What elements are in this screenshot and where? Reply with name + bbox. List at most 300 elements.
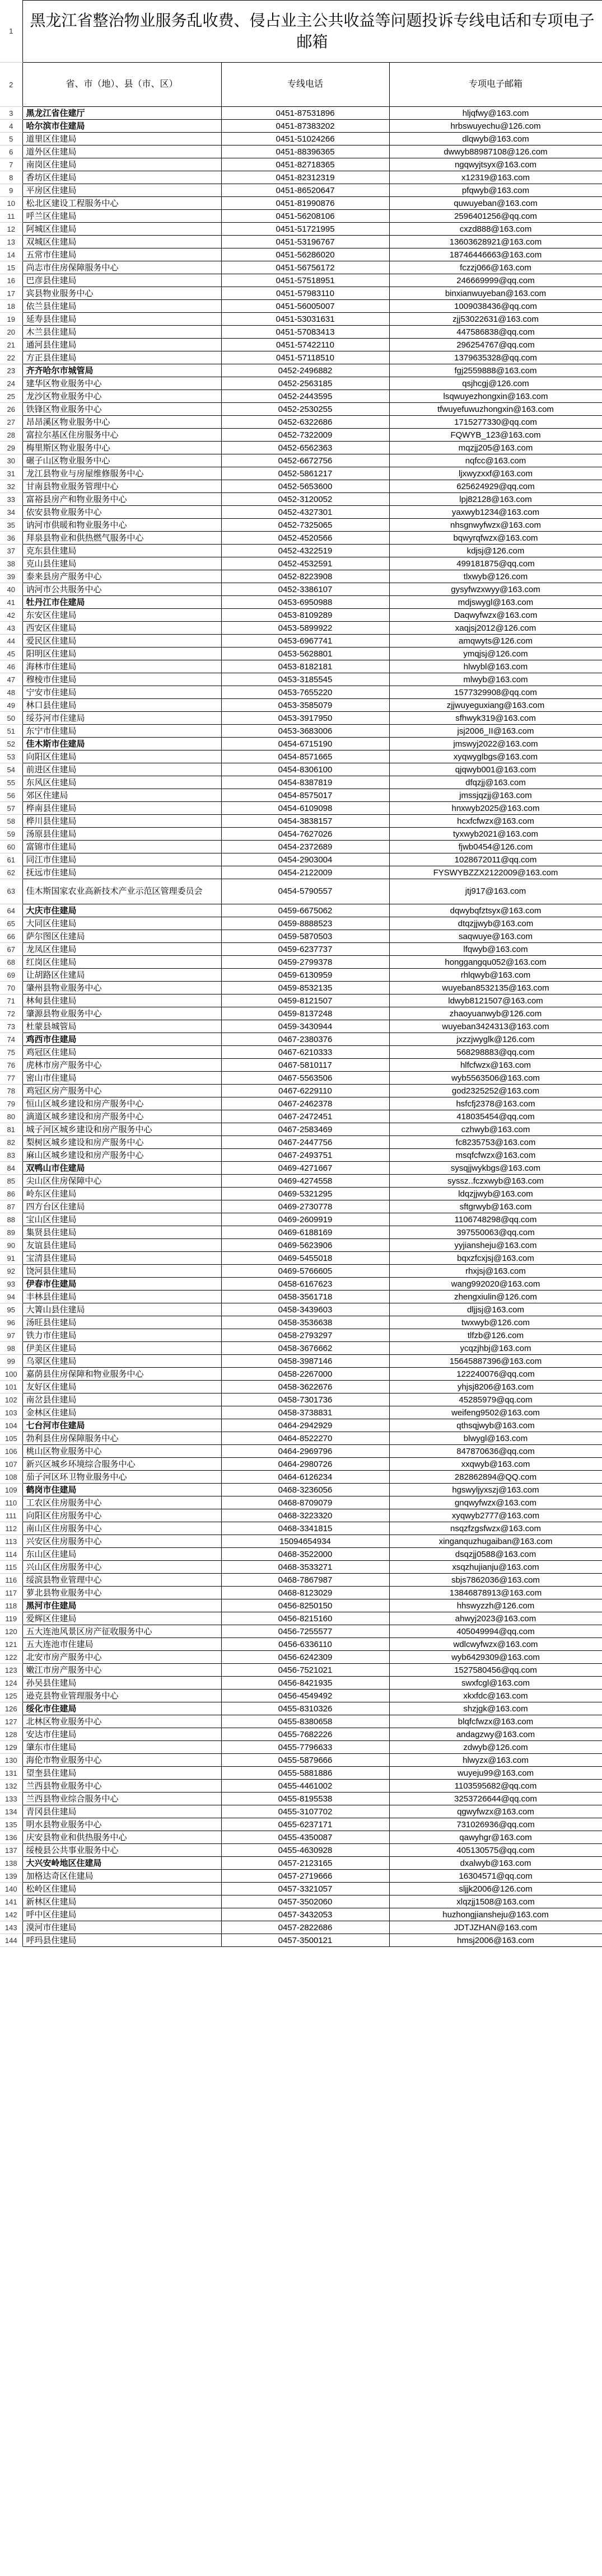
row-number: 89 [0, 1226, 22, 1239]
phone-cell: 0451-88396365 [221, 146, 389, 158]
phone-cell: 0468-8709079 [221, 1496, 389, 1509]
email-cell: JDTJZHAN@163.com [389, 1921, 602, 1934]
region-cell: 勃利县住房保障服务中心 [22, 1432, 221, 1445]
email-cell: 3253726644@qq.com [389, 1793, 602, 1805]
phone-cell: 0455-3107702 [221, 1805, 389, 1818]
table-row [0, 1213, 602, 1226]
table-row [0, 725, 602, 738]
table-row [0, 686, 602, 699]
email-cell: hljqfwy@163.com [389, 107, 602, 120]
table-row [0, 1728, 602, 1741]
phone-cell: 0452-4520566 [221, 532, 389, 545]
row-number: 131 [0, 1767, 22, 1780]
email-cell: ngqwyjtsyx@163.com [389, 158, 602, 171]
row-number: 82 [0, 1136, 22, 1149]
phone-cell: 0455-4630928 [221, 1844, 389, 1857]
region-cell: 密山市住建局 [22, 1072, 221, 1085]
row-number: 119 [0, 1612, 22, 1625]
email-cell: mlwyb@163.com [389, 673, 602, 686]
email-cell: dsqzjj0588@163.com [389, 1548, 602, 1561]
phone-cell: 0455-7796633 [221, 1741, 389, 1754]
region-cell: 绥棱县公共事业服务中心 [22, 1844, 221, 1857]
row-number: 37 [0, 545, 22, 557]
row-number: 114 [0, 1548, 22, 1561]
phone-cell: 0469-5455018 [221, 1252, 389, 1265]
row-number: 132 [0, 1780, 22, 1793]
row-number: 53 [0, 750, 22, 763]
table-row [0, 313, 602, 326]
region-cell: 讷河市供暖和物业服务中心 [22, 519, 221, 532]
email-cell: 1379635328@qq.com [389, 351, 602, 364]
row-number: 116 [0, 1574, 22, 1587]
email-cell: 296254767@qq.com [389, 339, 602, 351]
phone-cell: 0453-5899922 [221, 622, 389, 635]
table-row [0, 1188, 602, 1200]
email-cell: sftgrwyb@163.com [389, 1200, 602, 1213]
table-row [0, 969, 602, 982]
table-row [0, 879, 602, 904]
region-cell: 泰来县房产服务中心 [22, 570, 221, 583]
table-row [0, 1406, 602, 1419]
phone-cell: 0464-2942929 [221, 1419, 389, 1432]
phone-cell: 0467-2380376 [221, 1033, 389, 1046]
table-row [0, 1368, 602, 1381]
phone-cell: 0456-6336110 [221, 1638, 389, 1651]
email-cell: hgswyljyxszj@163.com [389, 1484, 602, 1496]
phone-cell: 0452-4327301 [221, 506, 389, 519]
table-row [0, 480, 602, 493]
phone-cell: 0456-8250150 [221, 1599, 389, 1612]
table-row [0, 1226, 602, 1239]
phone-cell: 0467-2472451 [221, 1110, 389, 1123]
phone-cell: 0469-5623906 [221, 1239, 389, 1252]
row-number: 99 [0, 1355, 22, 1368]
row-number: 74 [0, 1033, 22, 1046]
region-cell: 桃山区物业服务中心 [22, 1445, 221, 1458]
table-row [0, 248, 602, 261]
table-row [0, 1007, 602, 1020]
table-row [0, 1046, 602, 1059]
email-cell: qawyhgr@163.com [389, 1831, 602, 1844]
phone-cell: 0467-2493751 [221, 1149, 389, 1162]
phone-cell: 0455-4461002 [221, 1780, 389, 1793]
phone-cell: 0452-2563185 [221, 377, 389, 390]
phone-cell: 0454-8306100 [221, 763, 389, 776]
table-row [0, 1780, 602, 1793]
table-row [0, 802, 602, 815]
table-row [0, 545, 602, 557]
email-cell: 1715277330@qq.com [389, 416, 602, 429]
email-cell: 122240076@qq.com [389, 1368, 602, 1381]
table-row [0, 1136, 602, 1149]
table-row [0, 377, 602, 390]
email-cell: weifeng9502@163.com [389, 1406, 602, 1419]
row-number: 26 [0, 403, 22, 416]
table-row [0, 866, 602, 879]
region-cell: 北安市房产服务中心 [22, 1651, 221, 1664]
document-title: 黑龙江省整治物业服务乱收费、侵占业主公共收益等问题投诉专线电话和专项电子邮箱 [22, 1, 602, 63]
region-cell: 望奎县住建局 [22, 1767, 221, 1780]
table-row [0, 519, 602, 532]
email-cell: andagzwy@163.com [389, 1728, 602, 1741]
phone-cell: 0459-5870503 [221, 930, 389, 943]
region-cell: 绥芬河市住建局 [22, 712, 221, 725]
row-number: 14 [0, 248, 22, 261]
table-row [0, 853, 602, 866]
table-row [0, 673, 602, 686]
table-row [0, 789, 602, 802]
region-cell: 兰西县物业综合服务中心 [22, 1793, 221, 1805]
table-row [0, 1471, 602, 1484]
email-cell: mqzjj205@163.com [389, 442, 602, 454]
table-row [0, 1509, 602, 1522]
phone-cell: 0459-3430944 [221, 1020, 389, 1033]
row-number: 102 [0, 1393, 22, 1406]
email-cell: wyb6429309@163.com [389, 1651, 602, 1664]
region-cell: 七台河市住建局 [22, 1419, 221, 1432]
region-cell: 呼玛县住建局 [22, 1934, 221, 1947]
phone-cell: 0451-56286020 [221, 248, 389, 261]
row-number: 10 [0, 197, 22, 210]
phone-cell: 0453-5628801 [221, 647, 389, 660]
region-cell: 平房区住建局 [22, 184, 221, 197]
phone-cell: 0468-7867987 [221, 1574, 389, 1587]
region-cell: 拜泉县物业和供热燃气服务中心 [22, 532, 221, 545]
region-cell: 茄子河区环卫物业服务中心 [22, 1471, 221, 1484]
row-number: 72 [0, 1007, 22, 1020]
row-number: 108 [0, 1471, 22, 1484]
row-number: 66 [0, 930, 22, 943]
row-number: 76 [0, 1059, 22, 1072]
email-cell: ycqzjhbj@163.com [389, 1342, 602, 1355]
region-cell: 新兴区城乡环境综合服务中心 [22, 1458, 221, 1471]
table-row [0, 146, 602, 158]
email-cell: xlqzjj1508@163.com [389, 1895, 602, 1908]
region-cell: 呼兰区住建局 [22, 210, 221, 223]
email-cell: 18746446663@163.com [389, 248, 602, 261]
row-number: 22 [0, 351, 22, 364]
row-number: 71 [0, 994, 22, 1007]
table-row [0, 1085, 602, 1097]
phone-cell: 0455-5879666 [221, 1754, 389, 1767]
phone-cell: 0451-87383202 [221, 120, 389, 133]
table-row [0, 1548, 602, 1561]
table-row [0, 1342, 602, 1355]
table-row [0, 1484, 602, 1496]
phone-cell: 0452-6322686 [221, 416, 389, 429]
email-cell: 397550063@qq.com [389, 1226, 602, 1239]
row-number: 30 [0, 454, 22, 467]
row-number: 54 [0, 763, 22, 776]
row-number: 64 [0, 904, 22, 917]
phone-cell: 0467-6210333 [221, 1046, 389, 1059]
row-number: 61 [0, 853, 22, 866]
table-row [0, 1522, 602, 1535]
region-cell: 庆安县物业和供热服务中心 [22, 1831, 221, 1844]
email-cell: zdwyb@126.com [389, 1741, 602, 1754]
email-cell: quwuyeban@163.com [389, 197, 602, 210]
email-cell: qjqwyb001@163.com [389, 763, 602, 776]
phone-cell: 0451-57983110 [221, 287, 389, 300]
region-cell: 鸡冠区房产服务中心 [22, 1085, 221, 1097]
table-row [0, 197, 602, 210]
row-number: 41 [0, 596, 22, 609]
region-cell: 通河县住建局 [22, 339, 221, 351]
table-row [0, 223, 602, 236]
table-row [0, 1355, 602, 1368]
table-row [0, 609, 602, 622]
table-row [0, 429, 602, 442]
region-cell: 昂昂溪区物业服务中心 [22, 416, 221, 429]
email-cell: dlqwyb@163.com [389, 133, 602, 146]
email-cell: yyjiansheju@163.com [389, 1239, 602, 1252]
table-row [0, 1303, 602, 1316]
table-row [0, 930, 602, 943]
region-cell: 桦南县住建局 [22, 802, 221, 815]
email-cell: 13603628921@163.com [389, 236, 602, 248]
row-number: 20 [0, 326, 22, 339]
region-cell: 鸡冠区住建局 [22, 1046, 221, 1059]
email-cell: yaxwyb1234@163.com [389, 506, 602, 519]
row-number: 3 [0, 107, 22, 120]
email-cell: x12319@163.com [389, 171, 602, 184]
table-row [0, 1793, 602, 1805]
phone-cell: 0469-4271667 [221, 1162, 389, 1175]
phone-cell: 0457-3432053 [221, 1908, 389, 1921]
phone-cell: 0451-56005007 [221, 300, 389, 313]
phone-cell: 0453-6967741 [221, 635, 389, 647]
table-row [0, 1393, 602, 1406]
row-number: 45 [0, 647, 22, 660]
email-cell: fgj2559888@163.com [389, 364, 602, 377]
phone-cell: 0459-6675062 [221, 904, 389, 917]
region-cell: 大兴安岭地区住建局 [22, 1857, 221, 1870]
phone-cell: 0469-5766605 [221, 1265, 389, 1278]
email-cell: 2596401256@qq.com [389, 210, 602, 223]
email-cell: qgwyfwzx@163.com [389, 1805, 602, 1818]
email-cell: dljjsj@163.com [389, 1303, 602, 1316]
email-cell: xkxfdc@163.com [389, 1690, 602, 1702]
table-row [0, 364, 602, 377]
email-cell: syssz..fczxwyb@163.com [389, 1175, 602, 1188]
phone-cell: 0457-3502060 [221, 1895, 389, 1908]
phone-cell: 0464-6126234 [221, 1471, 389, 1484]
region-cell: 杜蒙县城管局 [22, 1020, 221, 1033]
email-cell: 418035454@qq.com [389, 1110, 602, 1123]
region-cell: 克山县住建局 [22, 557, 221, 570]
phone-cell: 0456-7255577 [221, 1625, 389, 1638]
table-row [0, 776, 602, 789]
region-cell: 金林区住建局 [22, 1406, 221, 1419]
table-row [0, 815, 602, 828]
row-number: 139 [0, 1870, 22, 1883]
email-cell: qthsqjwyb@163.com [389, 1419, 602, 1432]
phone-cell: 0452-3120052 [221, 493, 389, 506]
email-cell: kdjsj@126.com [389, 545, 602, 557]
email-cell: hlfcfwzx@163.com [389, 1059, 602, 1072]
region-cell: 郊区住建局 [22, 789, 221, 802]
phone-cell: 0455-5881886 [221, 1767, 389, 1780]
table-row [0, 120, 602, 133]
region-cell: 阿城区住建局 [22, 223, 221, 236]
phone-cell: 0467-5810117 [221, 1059, 389, 1072]
region-cell: 延寿县住建局 [22, 313, 221, 326]
email-cell: fc8235753@163.com [389, 1136, 602, 1149]
email-cell: ldwyb8121507@163.com [389, 994, 602, 1007]
phone-cell: 0458-3439603 [221, 1303, 389, 1316]
table-row [0, 1754, 602, 1767]
region-cell: 依兰县住建局 [22, 300, 221, 313]
row-number: 120 [0, 1625, 22, 1638]
table-row [0, 1110, 602, 1123]
region-cell: 富拉尔基区住房服务中心 [22, 429, 221, 442]
region-cell: 碾子山区物业服务中心 [22, 454, 221, 467]
email-cell: jxzzjwyglk@126.com [389, 1033, 602, 1046]
row-number: 5 [0, 133, 22, 146]
email-cell: tyxwyb2021@163.com [389, 828, 602, 841]
table-row [0, 326, 602, 339]
region-cell: 宝清县住建局 [22, 1252, 221, 1265]
email-cell: dtqzjjwyb@163.com [389, 917, 602, 930]
table-row [0, 1432, 602, 1445]
row-number: 91 [0, 1252, 22, 1265]
region-cell: 尚志市住房保障服务中心 [22, 261, 221, 274]
region-cell: 抚远市住建局 [22, 866, 221, 879]
phone-cell: 0467-5563506 [221, 1072, 389, 1085]
region-cell: 红岗区住建局 [22, 956, 221, 969]
table-row [0, 416, 602, 429]
phone-cell: 0458-3622676 [221, 1381, 389, 1393]
phone-cell: 0451-57422110 [221, 339, 389, 351]
row-number: 63 [0, 879, 22, 904]
row-number: 135 [0, 1818, 22, 1831]
email-cell: 1527580456@qq.com [389, 1664, 602, 1677]
table-row [0, 133, 602, 146]
email-cell: amqwyts@126.com [389, 635, 602, 647]
phone-cell: 0454-5790557 [221, 879, 389, 904]
phone-cell: 0454-8387819 [221, 776, 389, 789]
region-cell: 肇源县物业服务中心 [22, 1007, 221, 1020]
region-cell: 五大连池风景区房产征收服务中心 [22, 1625, 221, 1638]
region-cell: 梅里斯区物业服务中心 [22, 442, 221, 454]
region-cell: 新林区住建局 [22, 1895, 221, 1908]
row-number: 83 [0, 1149, 22, 1162]
row-number: 52 [0, 738, 22, 750]
region-cell: 富裕县房产和物业服务中心 [22, 493, 221, 506]
email-cell: 282862894@QQ.com [389, 1471, 602, 1484]
row-number: 4 [0, 120, 22, 133]
phone-cell: 0452-6562363 [221, 442, 389, 454]
region-cell: 北林区物业服务中心 [22, 1715, 221, 1728]
table-row [0, 1574, 602, 1587]
email-cell: bqwyrqfwzx@163.com [389, 532, 602, 545]
row-number: 113 [0, 1535, 22, 1548]
row-number: 43 [0, 622, 22, 635]
table-row [0, 1677, 602, 1690]
row-number: 60 [0, 841, 22, 853]
phone-cell: 0456-8215160 [221, 1612, 389, 1625]
row-number: 138 [0, 1857, 22, 1870]
region-cell: 铁锋区物业服务中心 [22, 403, 221, 416]
region-cell: 恒山区城乡建设和房产服务中心 [22, 1097, 221, 1110]
email-cell: saqwuye@163.com [389, 930, 602, 943]
table-row [0, 1020, 602, 1033]
region-cell: 海林市住建局 [22, 660, 221, 673]
phone-cell: 0455-8380658 [221, 1715, 389, 1728]
email-cell: nsqzfzgsfwzx@163.com [389, 1522, 602, 1535]
email-cell: dwwyb88987108@126.com [389, 146, 602, 158]
table-row [0, 107, 602, 120]
table-row [0, 1033, 602, 1046]
region-cell: 松岭区住建局 [22, 1883, 221, 1895]
table-row [0, 1162, 602, 1175]
table-row [0, 300, 602, 313]
email-cell: lsqwuyezhongxin@163.com [389, 390, 602, 403]
phone-cell: 0458-2267000 [221, 1368, 389, 1381]
email-cell: rhlqwyb@163.com [389, 969, 602, 982]
email-cell: gnqwyfwzx@163.com [389, 1496, 602, 1509]
region-cell: 大箐山县住建局 [22, 1303, 221, 1316]
phone-cell: 0455-8195538 [221, 1793, 389, 1805]
email-cell: hhswyzzh@126.com [389, 1599, 602, 1612]
email-cell: jmswyj2022@163.com [389, 738, 602, 750]
region-cell: 加格达奇区住建局 [22, 1870, 221, 1883]
phone-cell: 0452-2443595 [221, 390, 389, 403]
email-cell: xsqzhujianju@163.com [389, 1561, 602, 1574]
region-cell: 牡丹江市住建局 [22, 596, 221, 609]
row-number: 133 [0, 1793, 22, 1805]
region-cell: 宾县物业服务中心 [22, 287, 221, 300]
row-number: 142 [0, 1908, 22, 1921]
email-cell: wdlcwyfwzx@163.com [389, 1638, 602, 1651]
email-cell: wuyeban3424313@163.com [389, 1020, 602, 1033]
phone-cell: 0459-8137248 [221, 1007, 389, 1020]
region-cell: 南山区住房服务中心 [22, 1522, 221, 1535]
row-number: 97 [0, 1329, 22, 1342]
table-row [0, 738, 602, 750]
row-number: 69 [0, 969, 22, 982]
phone-cell: 0468-3236056 [221, 1484, 389, 1496]
table-row [0, 493, 602, 506]
email-cell: 1103595682@qq.com [389, 1780, 602, 1793]
phone-cell: 0455-8310326 [221, 1702, 389, 1715]
region-cell: 东宁市住建局 [22, 725, 221, 738]
phone-cell: 0453-6950988 [221, 596, 389, 609]
row-number: 27 [0, 416, 22, 429]
region-cell: 富锦市住建局 [22, 841, 221, 853]
region-cell: 克东县住建局 [22, 545, 221, 557]
row-number: 98 [0, 1342, 22, 1355]
region-cell: 阳明区住建局 [22, 647, 221, 660]
table-row [0, 1419, 602, 1432]
row-number: 118 [0, 1599, 22, 1612]
row-number: 55 [0, 776, 22, 789]
table-row [0, 660, 602, 673]
phone-cell: 0455-6237171 [221, 1818, 389, 1831]
region-cell: 黑河市住建局 [22, 1599, 221, 1612]
phone-cell: 0454-2122009 [221, 866, 389, 879]
region-cell: 南岔县住建局 [22, 1393, 221, 1406]
region-cell: 海伦市物业服务中心 [22, 1754, 221, 1767]
row-number: 105 [0, 1432, 22, 1445]
phone-cell: 0464-8522270 [221, 1432, 389, 1445]
phone-cell: 0458-6167623 [221, 1278, 389, 1291]
table-row [0, 635, 602, 647]
email-cell: 1028672011@qq.com [389, 853, 602, 866]
table-row [0, 1329, 602, 1342]
region-cell: 建华区物业服务中心 [22, 377, 221, 390]
region-cell: 林甸县住建局 [22, 994, 221, 1007]
